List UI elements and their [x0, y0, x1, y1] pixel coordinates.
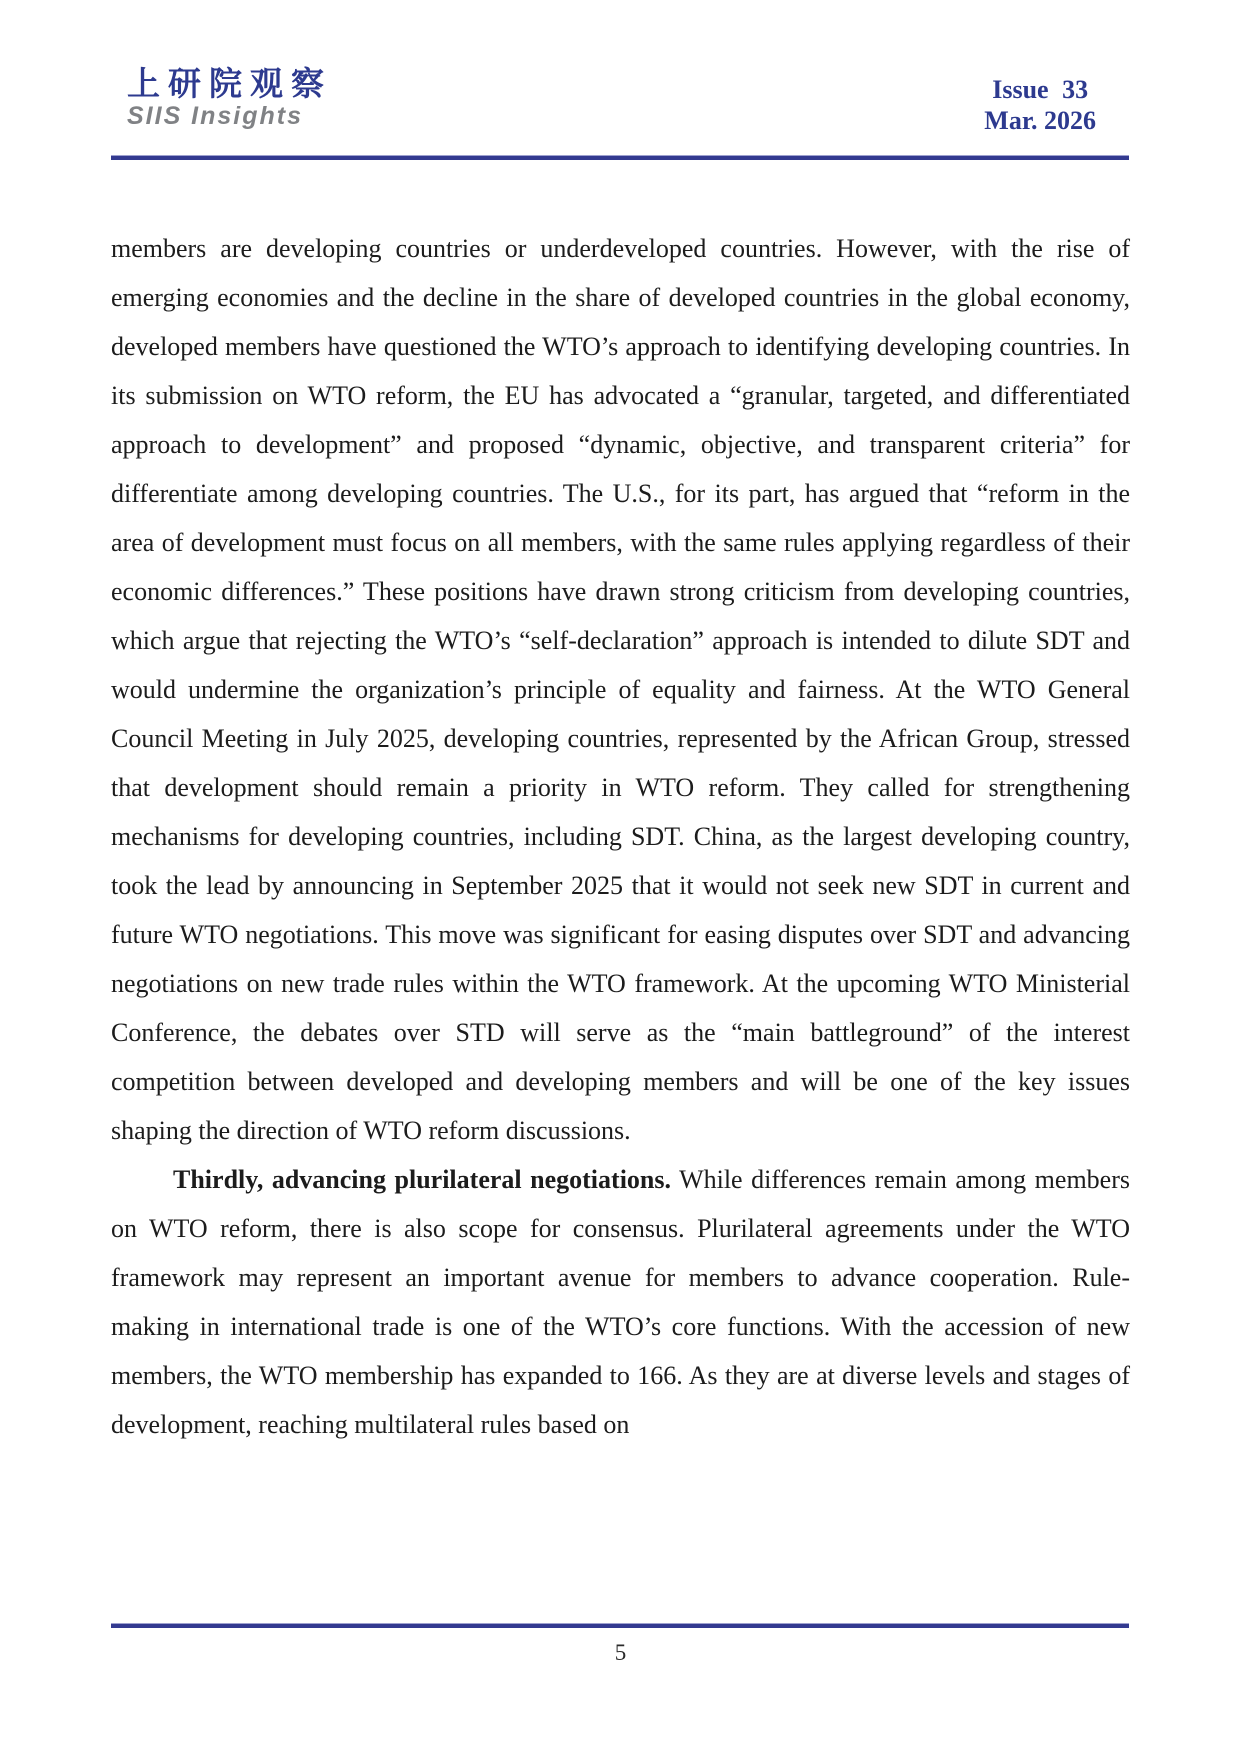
issue-date: Mar. 2026	[984, 106, 1096, 135]
issue-number: Issue 33	[992, 75, 1089, 104]
paragraph-text: members are developing countries or underdeveloped countries. However, with the rise of emerging economies and the decline in the share of developed countries in the global economy, developed members have questioned the WTO’s approach to identifying developing countries. In its submission on WTO reform, the EU has advocated a “granular, targeted, and differentiated approach to development” and proposed “dynamic, objective, and transparent criteria” for differentiate among developing countries. The U.S., for its part, has argued that “reform in the area of development must focus on all members, with the same rules applying regardless of their economic differences.” These positions have drawn strong criticism from developing countries, which argue that rejecting the WTO’s “self-declaration” approach is intended to dilute SDT and would undermine the organization’s principle of equality and fairness. At the WTO General Council Meeting in July 2025, developing countries, represented by the African Group, stressed that development should remain a priority in WTO reform. They called for strengthening mechanisms for developing countries, including SDT. China, as the largest developing country, took the lead by announcing in September 2025 that it would not seek new SDT in current and future WTO negotiations. This move was significant for easing disputes over SDT and advancing negotiations on new trade rules within the WTO framework. At the upcoming WTO Ministerial Conference, the debates over STD will serve as the “main battleground” of the interest competition between developed and developing members and will be one of the key issues shaping the direction of WTO reform discussions.	[111, 234, 1130, 1145]
header-divider	[111, 155, 1129, 160]
paragraph-plurilateral-negotiations	[111, 1155, 1130, 1449]
footer-divider	[111, 1623, 1129, 1628]
page-header	[111, 66, 1130, 136]
paragraph-bold-lead: Thirdly, advancing plurilateral negotiations.	[173, 1165, 671, 1194]
issue-info	[984, 74, 1096, 136]
page-number: 5	[614, 1640, 627, 1665]
logo-chinese-title: 上研院观察	[127, 64, 332, 103]
document-body	[111, 224, 1130, 1449]
publication-logo	[127, 66, 332, 129]
paragraph-text: While differences remain among members on WTO reform, there is also scope for consensus. Plurilateral agreements under the WTO framework may represent an important avenue for members to advance cooperation. Rule-making in international trade is one of the WTO’s core functions. With the accession of new members, the WTO membership has expanded to 166. As they are at diverse levels and stages of development, reaching multilateral rules based on	[111, 1165, 1130, 1439]
logo-english-title: SIIS Insights	[127, 102, 304, 130]
paragraph-sdt-debate	[111, 224, 1130, 1155]
